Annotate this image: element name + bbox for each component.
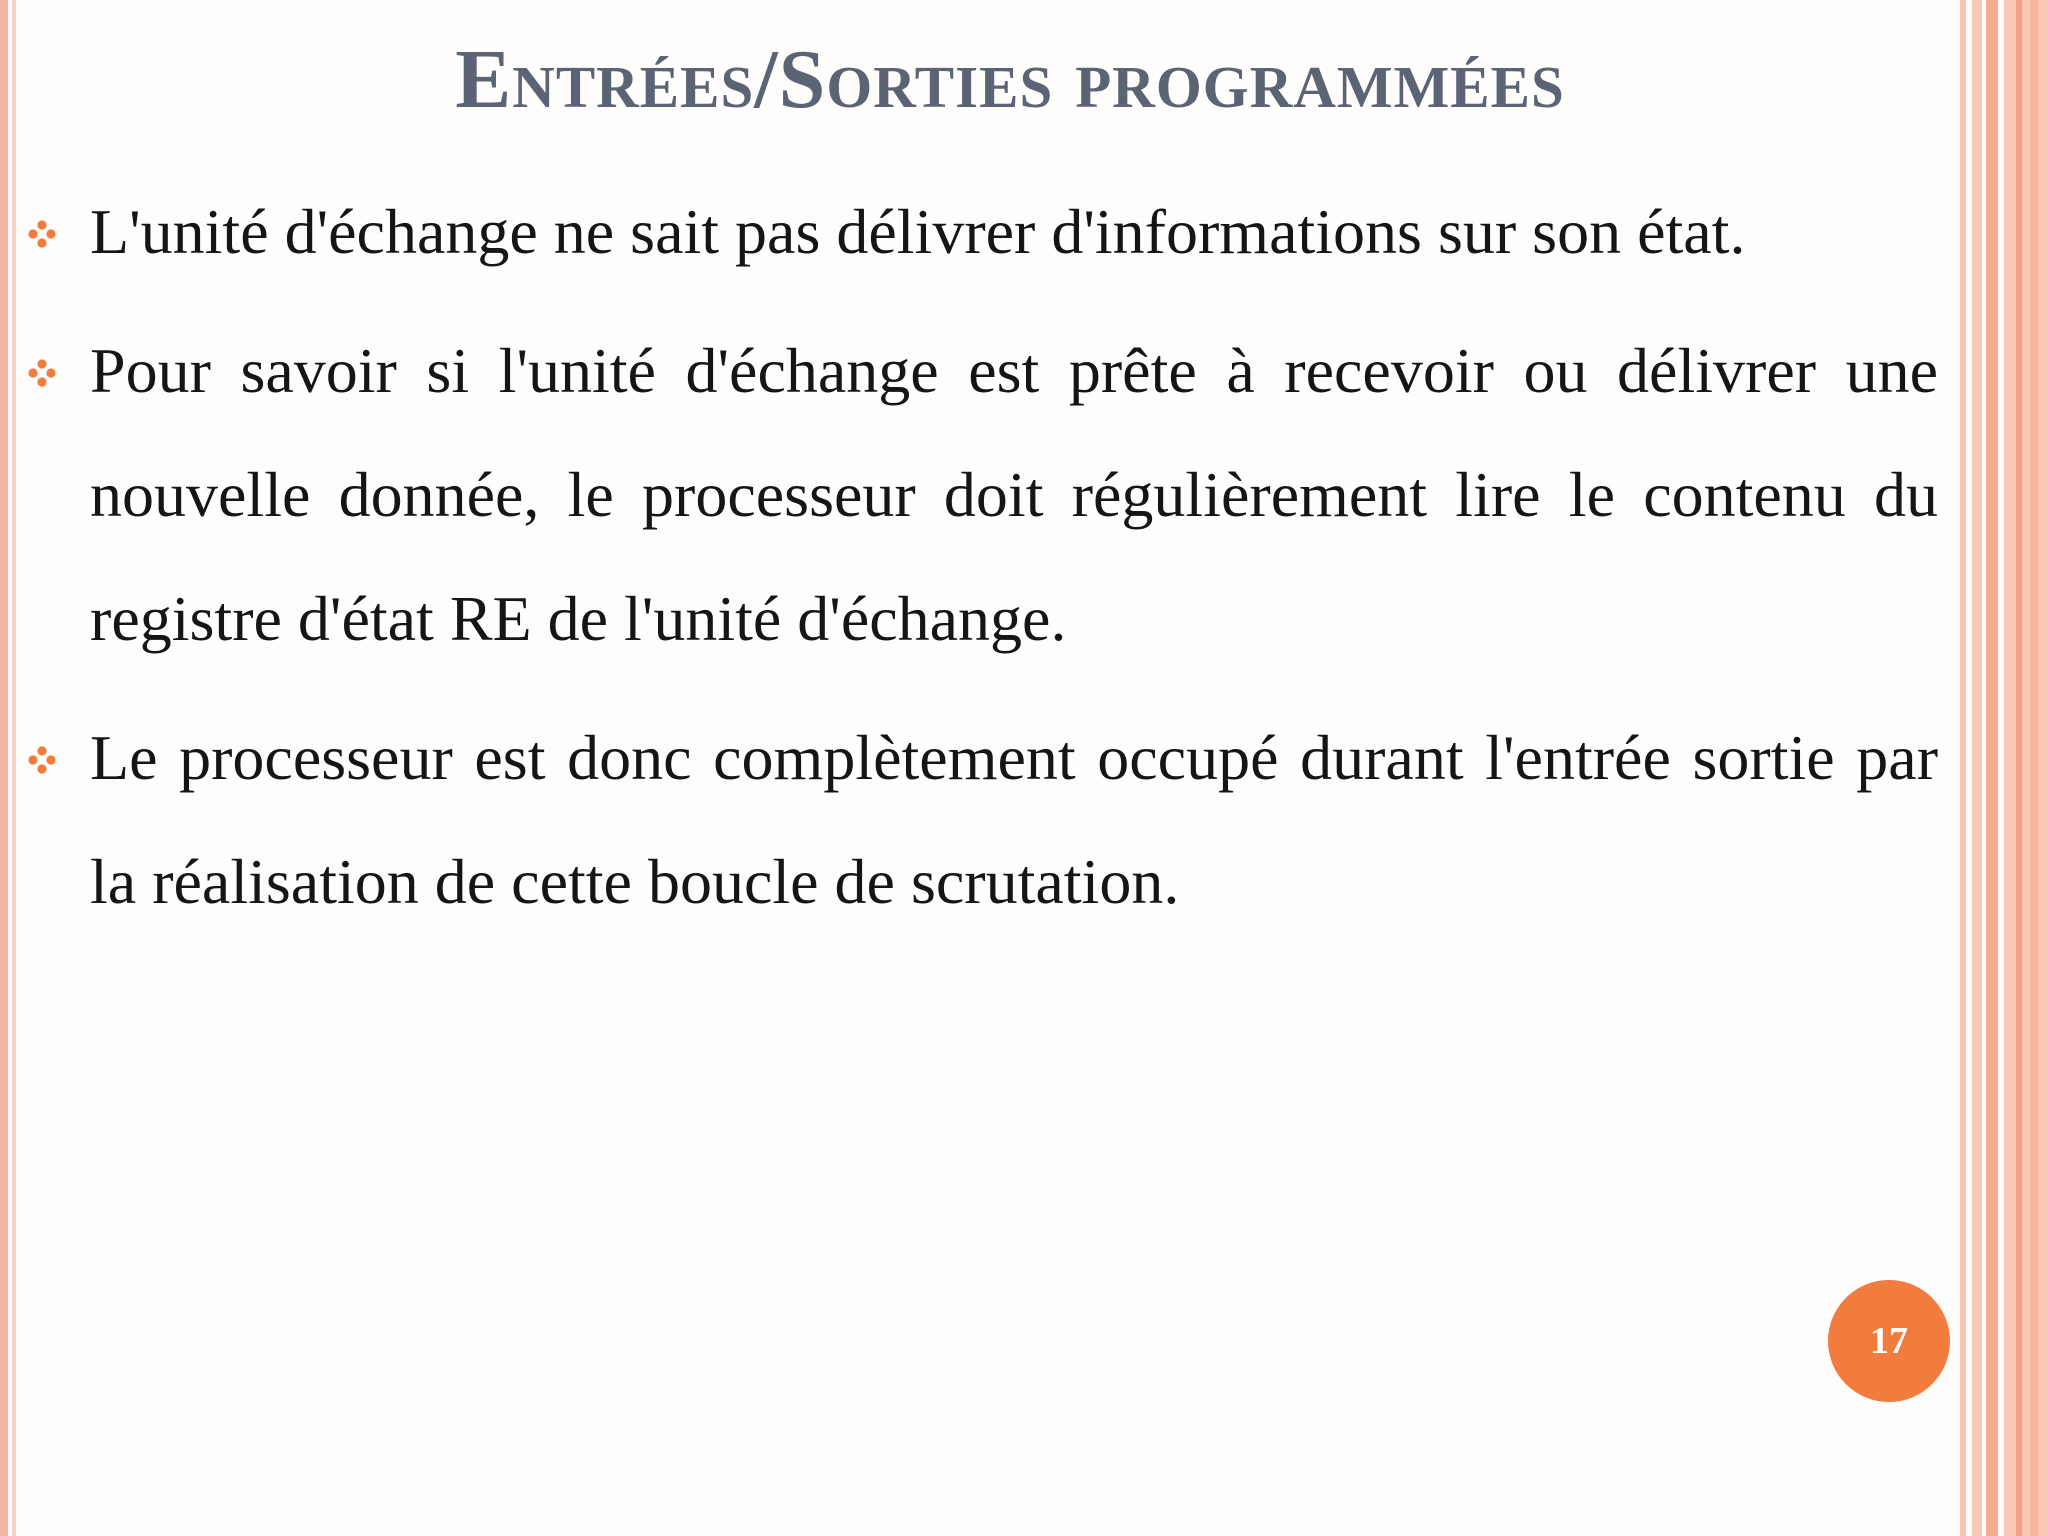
- bullet-item: [90, 696, 1938, 944]
- right-border-stripe: [1972, 0, 1982, 1536]
- bullet-text: L'unité d'échange ne sait pas délivrer d'informations sur son état.: [90, 196, 1746, 267]
- right-border-stripe: [2016, 0, 2022, 1536]
- right-border-stripe: [1986, 0, 1998, 1536]
- right-border-stripe: [2004, 0, 2048, 1536]
- diamond-dots-bullet-icon: [28, 220, 56, 248]
- diamond-dots-bullet-icon: [28, 359, 56, 387]
- bullet-item: [90, 170, 1938, 294]
- bullet-list: [90, 170, 1938, 959]
- left-border-stripe-inner: [12, 0, 16, 1536]
- bullet-text: Pour savoir si l'unité d'échange est prête à recevoir ou délivrer une nouvelle donnée, le processeur doit régulièrement lire le contenu du registre d'état RE de l'unité d'échange.: [90, 335, 1938, 654]
- left-border-stripe: [0, 0, 8, 1536]
- slide-title: Entrées/Sorties programmées: [455, 33, 1565, 126]
- diamond-dots-bullet-icon: [28, 746, 56, 774]
- right-border-stripe: [2030, 0, 2038, 1536]
- right-border-stripe: [1960, 0, 1966, 1536]
- page-number-badge: 17: [1828, 1280, 1950, 1402]
- bullet-text: Le processeur est donc complètement occupé durant l'entrée sortie par la réalisation de cette boucle de scrutation.: [90, 722, 1938, 917]
- bullet-item: [90, 309, 1938, 681]
